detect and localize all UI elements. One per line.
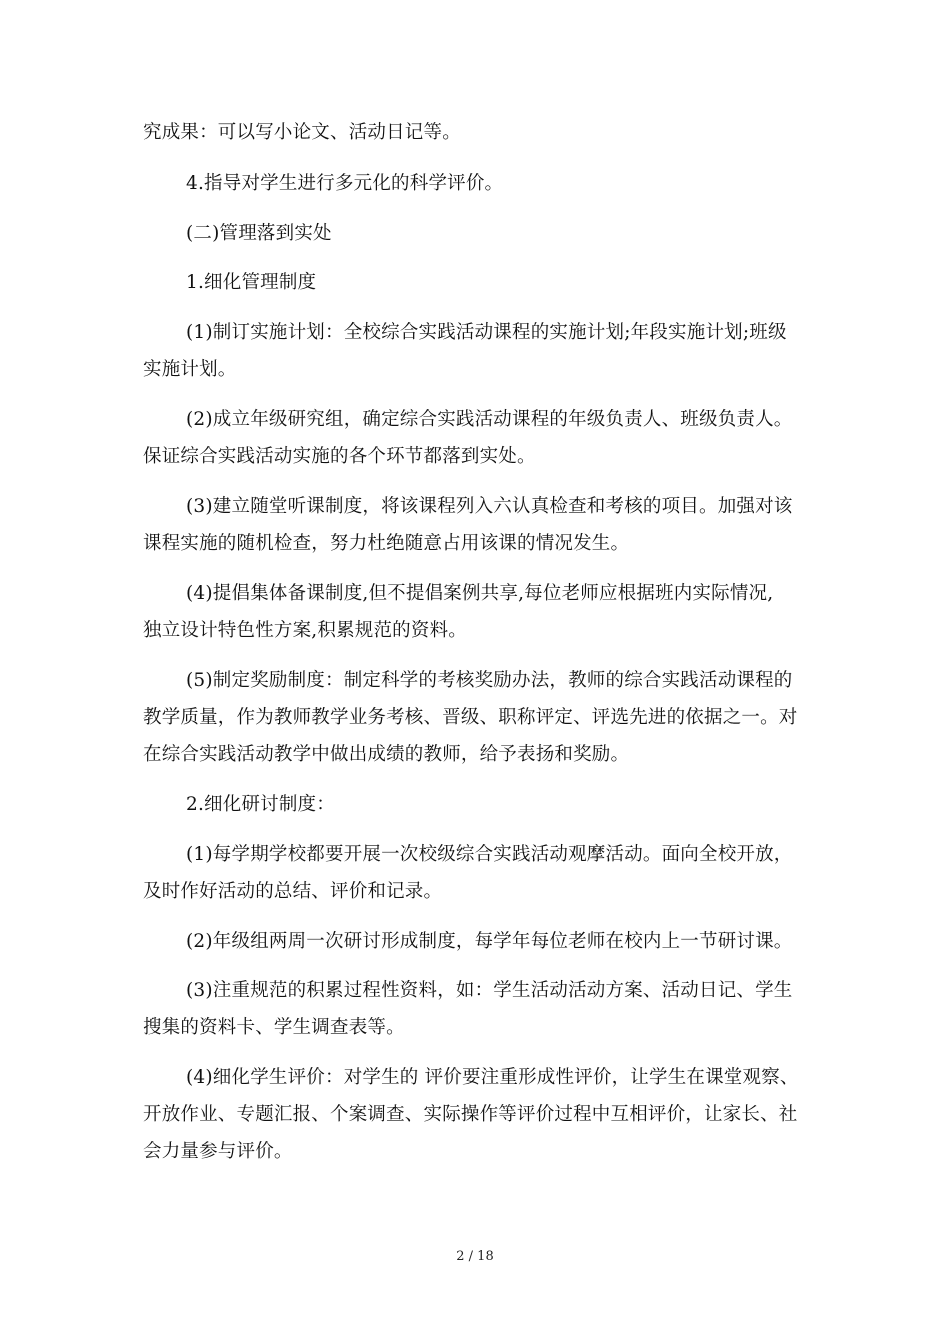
section-heading: 2.细化研讨制度：	[186, 794, 335, 815]
text-line: 保证综合实践活动实施的各个环节都落到实处。	[143, 446, 536, 467]
text-line: (3)注重规范的积累过程性资料，如：学生活动活动方案、活动日记、学生	[186, 980, 793, 1001]
text-line: 教学质量，作为教师教学业务考核、晋级、职称评定、评选先进的依据之一。对	[143, 707, 798, 728]
text-line: (4)细化学生评价：对学生的 评价要注重形成性评价，让学生在课堂观察、	[186, 1067, 799, 1088]
text-line: (2)年级组两周一次研讨形成制度，每学年每位老师在校内上一节研讨课。	[186, 931, 793, 952]
text-line: (1)每学期学校都要开展一次校级综合实践活动观摩活动。面向全校开放，	[186, 844, 793, 865]
section-heading: 4.指导对学生进行多元化的科学评价。	[186, 173, 504, 194]
text-line: (1)制订实施计划：全校综合实践活动课程的实施计划;年段实施计划;班级	[186, 322, 787, 343]
text-line: 课程实施的随机检查，努力杜绝随意占用该课的情况发生。	[143, 533, 630, 554]
text-line: (4)提倡集体备课制度,但不提倡案例共享,每位老师应根据班内实际情况,	[186, 583, 774, 604]
text-line: 究成果：可以写小论文、活动日记等。	[143, 122, 461, 143]
section-heading: 1.细化管理制度	[186, 272, 317, 293]
section-heading: (二)管理落到实处	[186, 223, 332, 244]
text-line: (3)建立随堂听课制度，将该课程列入六认真检查和考核的项目。加强对该	[186, 496, 793, 517]
text-line: (5)制定奖励制度：制定科学的考核奖励办法，教师的综合实践活动课程的	[186, 670, 793, 691]
text-line: 会力量参与评价。	[143, 1141, 293, 1162]
text-line: 在综合实践活动教学中做出成绩的教师，给予表扬和奖励。	[143, 744, 630, 765]
text-line: 实施计划。	[143, 359, 237, 380]
text-line: 独立设计特色性方案,积累规范的资料。	[143, 620, 467, 641]
text-line: 及时作好活动的总结、评价和记录。	[143, 881, 443, 902]
text-line: (2)成立年级研究组，确定综合实践活动课程的年级负责人、班级负责人。	[186, 409, 793, 430]
page-number: 2 / 18	[456, 1249, 494, 1264]
text-line: 开放作业、专题汇报、个案调查、实际操作等评价过程中互相评价，让家长、社	[143, 1104, 798, 1125]
text-line: 搜集的资料卡、学生调查表等。	[143, 1017, 405, 1038]
